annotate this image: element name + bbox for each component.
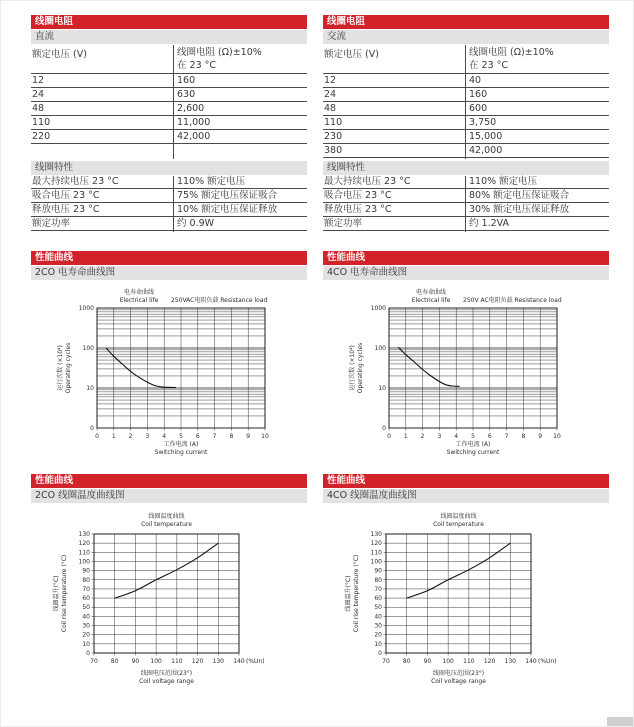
svg-text:7: 7 — [504, 433, 509, 440]
table-cell-label: 24 — [324, 89, 337, 100]
table-cell-label: 最大持续电压 23 °C — [32, 176, 119, 187]
svg-text:工作电流 (A): 工作电流 (A) — [455, 441, 491, 448]
table-row — [31, 189, 307, 203]
svg-text:6: 6 — [195, 433, 200, 440]
svg-text:100: 100 — [150, 658, 162, 665]
col-header-coil-resistance — [469, 46, 554, 72]
svg-text:Coil rise temperature (°C): Coil rise temperature (°C) — [61, 554, 68, 633]
performance-life-4co-header — [323, 251, 609, 280]
svg-text:90: 90 — [131, 658, 140, 665]
column-divider — [173, 176, 174, 232]
svg-text:Coil rise temperature (°C): Coil rise temperature (°C) — [353, 554, 360, 633]
svg-text:电寿命曲线: 电寿命曲线 — [415, 289, 447, 296]
electrical-life-chart-4co — [323, 284, 609, 462]
table-cell-value: 75% 额定电压保证吸合 — [177, 190, 278, 201]
table-row — [323, 217, 609, 231]
svg-text:10: 10 — [553, 433, 561, 440]
table-cell-label: 吸合电压 23 °C — [324, 190, 392, 201]
svg-text:50: 50 — [374, 604, 382, 612]
svg-text:6: 6 — [487, 433, 492, 440]
svg-text:运行次数 (×10⁴): 运行次数 (×10⁴) — [57, 345, 64, 391]
col-header-rated-voltage: 额定电压 (V) — [324, 49, 379, 60]
svg-text:130: 130 — [78, 531, 90, 538]
svg-text:8: 8 — [229, 433, 234, 440]
svg-text:130: 130 — [504, 658, 517, 665]
svg-text:线圈电压范围(23°): 线圈电压范围(23°) — [140, 670, 193, 677]
table-row — [323, 189, 609, 203]
svg-text:20: 20 — [374, 631, 382, 639]
coil-characteristics-ac-table — [323, 175, 609, 231]
svg-text:120: 120 — [370, 540, 382, 548]
table-cell-label: 110 — [32, 117, 51, 128]
col-header-line2: 在 23 °C — [469, 60, 509, 71]
svg-text:Operating cycles: Operating cycles — [357, 342, 364, 394]
table-cell-value: 160 — [469, 89, 488, 100]
table-row — [323, 130, 609, 144]
table-cell-value: 30% 额定电压保证释放 — [469, 204, 570, 215]
svg-text:线圈温升(°C): 线圈温升(°C) — [345, 575, 352, 612]
table-row — [323, 102, 609, 116]
table-header-row — [323, 45, 609, 74]
svg-text:10: 10 — [86, 385, 94, 392]
svg-text:80: 80 — [374, 576, 382, 584]
coil-temperature-chart-4co — [323, 506, 609, 696]
svg-text:10: 10 — [378, 385, 386, 392]
table-header-row — [31, 45, 307, 74]
svg-text:70: 70 — [82, 585, 90, 593]
subheader-2co-coil-temperature: 2CO 线圈温度曲线图 — [31, 489, 307, 503]
table-cell-value: 110% 额定电压 — [177, 176, 246, 187]
table-cell-value: 80% 额定电压保证吸合 — [469, 190, 570, 201]
svg-text:电寿命曲线: 电寿命曲线 — [123, 289, 155, 296]
electrical-life-chart-2co — [31, 284, 307, 462]
svg-text:3: 3 — [437, 433, 442, 440]
col-header-line2: 在 23 °C — [177, 60, 217, 71]
table-cell-value: 42,000 — [177, 131, 211, 142]
coil-resistance-dc-table — [31, 74, 307, 144]
svg-text:60: 60 — [82, 595, 90, 603]
table-row — [31, 102, 307, 116]
table-cell-label: 220 — [32, 131, 51, 142]
svg-text:60: 60 — [374, 595, 382, 603]
svg-text:(%Un): (%Un) — [246, 658, 265, 665]
table-row — [323, 88, 609, 102]
table-row — [323, 74, 609, 88]
table-cell-value: 42,000 — [469, 145, 503, 156]
subheader-2co-electrical-life: 2CO 电寿命曲线图 — [31, 266, 307, 280]
table-cell-value: 3,750 — [469, 117, 497, 128]
svg-text:Electrical life: Electrical life — [411, 297, 451, 304]
svg-text:(%Un): (%Un) — [538, 658, 557, 665]
svg-text:80: 80 — [110, 658, 119, 665]
section-header-performance-curves: 性能曲线 — [31, 474, 307, 488]
table-row — [31, 74, 307, 88]
table-cell-label: 48 — [324, 103, 337, 114]
svg-text:5: 5 — [179, 433, 183, 440]
table-cell-value: 11,000 — [177, 117, 211, 128]
svg-text:20: 20 — [82, 631, 90, 639]
table-row — [31, 203, 307, 217]
svg-text:250VAC电阻负载 Resistance load: 250VAC电阻负载 Resistance load — [171, 297, 268, 304]
table-cell-label: 释放电压 23 °C — [32, 204, 100, 215]
performance-temp-2co-header — [31, 474, 307, 503]
svg-text:4: 4 — [162, 433, 167, 440]
table-cell-label: 48 — [32, 103, 45, 114]
table-cell-value: 约 1.2VA — [469, 218, 510, 229]
table-row — [323, 175, 609, 189]
section-header-coil-resistance: 线圈电阻 — [31, 15, 307, 29]
table-row — [31, 88, 307, 102]
table-cell-label: 额定功率 — [324, 218, 363, 229]
section-header-performance-curves: 性能曲线 — [323, 474, 609, 488]
svg-text:0: 0 — [387, 433, 391, 440]
table-cell-value: 2,600 — [177, 103, 205, 114]
svg-text:120: 120 — [483, 658, 496, 665]
table-cell-label: 380 — [324, 145, 343, 156]
svg-text:140: 140 — [525, 658, 537, 665]
svg-text:110: 110 — [463, 658, 475, 665]
table-row — [323, 116, 609, 130]
svg-text:2: 2 — [420, 433, 425, 440]
svg-text:100: 100 — [442, 658, 454, 665]
svg-text:Coil temperature: Coil temperature — [433, 521, 484, 528]
table-cell-label: 24 — [32, 89, 45, 100]
svg-text:0: 0 — [95, 433, 99, 440]
svg-text:110: 110 — [78, 549, 90, 557]
svg-text:Electrical life: Electrical life — [119, 297, 159, 304]
svg-text:70: 70 — [382, 658, 390, 665]
coil-temperature-chart-2co — [31, 506, 307, 696]
svg-text:9: 9 — [538, 433, 543, 440]
svg-text:250V AC电阻负载 Resistance load: 250V AC电阻负载 Resistance load — [463, 297, 562, 304]
svg-text:5: 5 — [471, 433, 475, 440]
table-row — [31, 217, 307, 231]
svg-text:80: 80 — [402, 658, 411, 665]
section-header-performance-curves: 性能曲线 — [323, 251, 609, 265]
col-header-line1: 线圈电阻 (Ω)±10% — [469, 47, 554, 58]
table-cell-label: 230 — [324, 131, 343, 142]
svg-text:100: 100 — [78, 558, 90, 566]
svg-text:50: 50 — [82, 604, 90, 612]
svg-text:80: 80 — [82, 576, 90, 584]
table-row — [323, 203, 609, 217]
svg-text:30: 30 — [82, 622, 90, 630]
svg-text:8: 8 — [521, 433, 526, 440]
subheader-4co-electrical-life: 4CO 电寿命曲线图 — [323, 266, 609, 280]
svg-text:120: 120 — [78, 540, 90, 548]
coil-resistance-ac-section — [323, 15, 609, 158]
svg-text:1000: 1000 — [370, 305, 386, 312]
section-header-coil-resistance: 线圈电阻 — [323, 15, 609, 29]
svg-text:100: 100 — [82, 345, 94, 352]
table-cell-label: 额定功率 — [32, 218, 71, 229]
subheader-ac: 交流 — [323, 30, 609, 44]
svg-text:120: 120 — [191, 658, 204, 665]
svg-text:0: 0 — [86, 650, 90, 657]
table-cell-label: 吸合电压 23 °C — [32, 190, 100, 201]
col-header-coil-resistance — [177, 46, 262, 72]
performance-temp-4co-header — [323, 474, 609, 503]
table-cell-value: 10% 额定电压保证释放 — [177, 204, 278, 215]
table-row — [31, 175, 307, 189]
table-cell-value: 110% 额定电压 — [469, 176, 538, 187]
col-header-rated-voltage: 额定电压 (V) — [32, 49, 87, 60]
column-dc — [31, 1, 307, 727]
svg-text:70: 70 — [90, 658, 98, 665]
svg-text:Coil voltage range: Coil voltage range — [431, 678, 486, 685]
svg-text:90: 90 — [374, 567, 382, 575]
table-cell-label: 最大持续电压 23 °C — [324, 176, 411, 187]
svg-text:1: 1 — [403, 433, 408, 440]
subheader-coil-characteristics: 线圈特性 — [31, 161, 307, 175]
page-corner-mark — [607, 717, 633, 726]
svg-text:90: 90 — [82, 567, 90, 575]
svg-text:10: 10 — [82, 640, 90, 648]
svg-text:9: 9 — [246, 433, 251, 440]
svg-text:100: 100 — [374, 345, 386, 352]
table-cell-label: 110 — [324, 117, 343, 128]
table-row — [323, 144, 609, 158]
column-divider — [465, 176, 466, 232]
table-cell-label: 释放电压 23 °C — [324, 204, 392, 215]
svg-text:线圈温度曲线: 线圈温度曲线 — [440, 513, 477, 520]
svg-text:4: 4 — [454, 433, 459, 440]
performance-life-2co-header — [31, 251, 307, 280]
coil-characteristics-dc-section — [31, 161, 307, 231]
svg-text:40: 40 — [82, 613, 90, 621]
svg-text:10: 10 — [261, 433, 269, 440]
svg-text:0: 0 — [378, 650, 382, 657]
svg-text:7: 7 — [212, 433, 217, 440]
svg-text:1: 1 — [111, 433, 116, 440]
table-cell-value: 160 — [177, 75, 196, 86]
col-header-line1: 线圈电阻 (Ω)±10% — [177, 47, 262, 58]
svg-text:2: 2 — [128, 433, 133, 440]
subheader-4co-coil-temperature: 4CO 线圈温度曲线图 — [323, 489, 609, 503]
table-cell-label: 12 — [32, 75, 45, 86]
svg-text:110: 110 — [370, 549, 382, 557]
svg-text:运行次数 (×10⁴): 运行次数 (×10⁴) — [349, 345, 356, 391]
table-row — [31, 130, 307, 144]
coil-characteristics-ac-section — [323, 161, 609, 231]
svg-text:1000: 1000 — [78, 305, 94, 312]
coil-resistance-dc-section — [31, 15, 307, 144]
section-header-performance-curves: 性能曲线 — [31, 251, 307, 265]
table-cell-value: 630 — [177, 89, 196, 100]
svg-text:线圈电压范围(23°): 线圈电压范围(23°) — [432, 670, 485, 677]
svg-text:3: 3 — [145, 433, 150, 440]
svg-text:Operating cycles: Operating cycles — [65, 342, 72, 394]
svg-text:0: 0 — [90, 425, 94, 432]
svg-text:线圈温升(°C): 线圈温升(°C) — [53, 575, 60, 612]
svg-text:30: 30 — [374, 622, 382, 630]
svg-text:90: 90 — [423, 658, 432, 665]
svg-text:Coil voltage range: Coil voltage range — [139, 678, 194, 685]
svg-text:10: 10 — [374, 640, 382, 648]
subheader-dc: 直流 — [31, 30, 307, 44]
svg-text:Coil temperature: Coil temperature — [141, 521, 192, 528]
svg-text:110: 110 — [171, 658, 183, 665]
svg-text:130: 130 — [212, 658, 225, 665]
svg-text:140: 140 — [233, 658, 245, 665]
table-cell-label: 12 — [324, 75, 337, 86]
column-ac — [323, 1, 609, 727]
svg-text:Switching current: Switching current — [446, 449, 500, 456]
table-cell-value: 40 — [469, 75, 482, 86]
column-divider — [465, 45, 466, 159]
table-row — [31, 116, 307, 130]
table-cell-value: 600 — [469, 103, 488, 114]
svg-text:130: 130 — [370, 531, 382, 538]
svg-text:40: 40 — [374, 613, 382, 621]
svg-text:0: 0 — [382, 425, 386, 432]
svg-text:100: 100 — [370, 558, 382, 566]
svg-text:线圈温度曲线: 线圈温度曲线 — [148, 513, 185, 520]
svg-text:Switching current: Switching current — [154, 449, 208, 456]
svg-text:70: 70 — [374, 585, 382, 593]
svg-text:工作电流 (A): 工作电流 (A) — [163, 441, 199, 448]
table-cell-value: 约 0.9W — [177, 218, 215, 229]
column-divider — [173, 45, 174, 159]
coil-characteristics-dc-table — [31, 175, 307, 231]
subheader-coil-characteristics: 线圈特性 — [323, 161, 609, 175]
table-cell-value: 15,000 — [469, 131, 503, 142]
coil-resistance-ac-table — [323, 74, 609, 158]
